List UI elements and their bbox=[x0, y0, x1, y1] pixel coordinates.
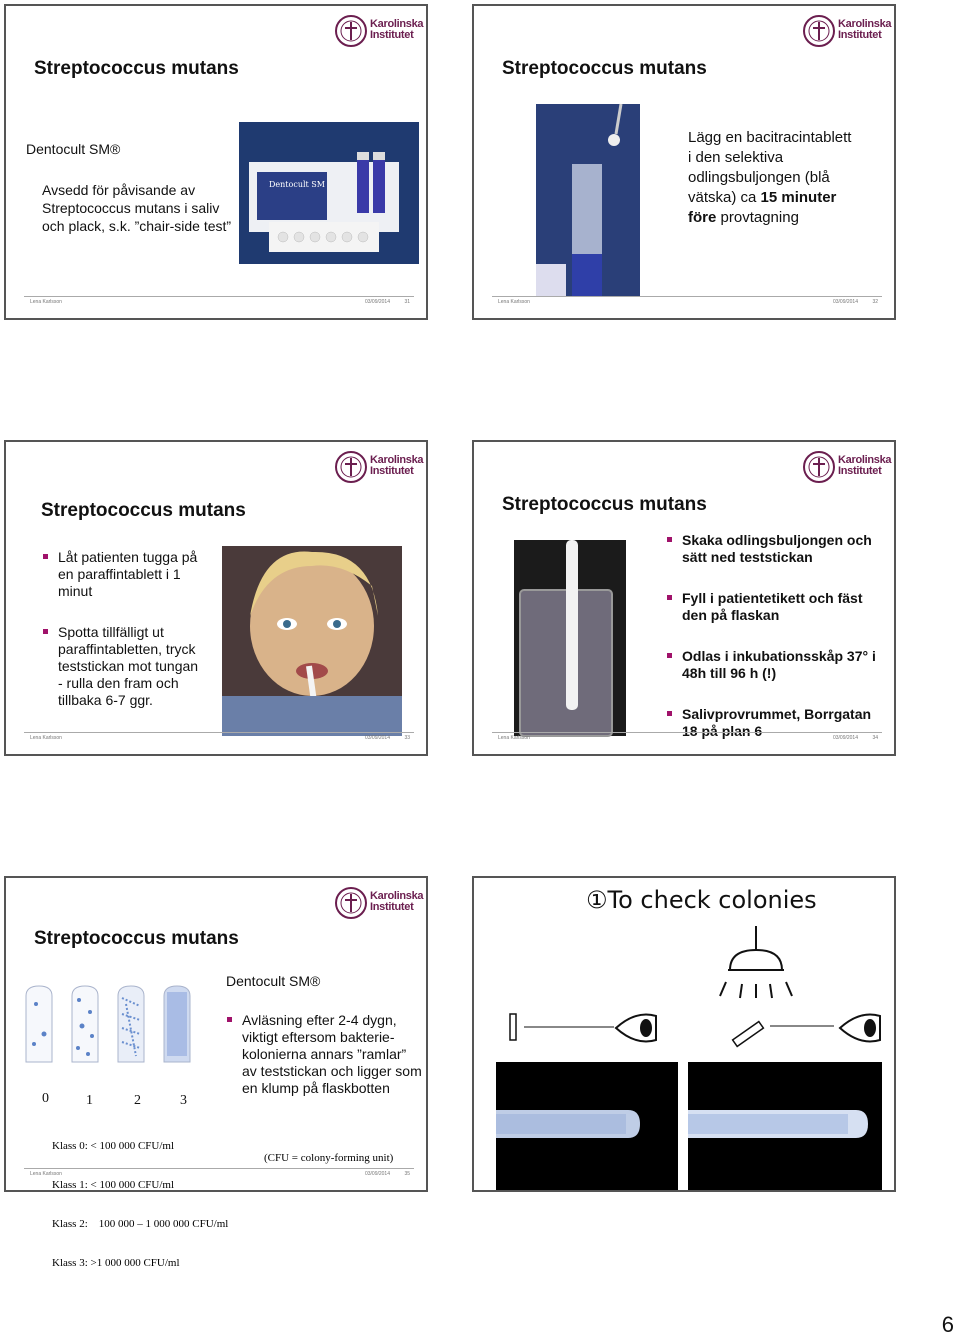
bullet-line: minut bbox=[58, 583, 93, 599]
slide-footer bbox=[6, 1168, 426, 1180]
page-number: 6 bbox=[941, 1312, 954, 1337]
slide-33 bbox=[4, 440, 428, 756]
slide-footer bbox=[6, 732, 426, 744]
strip-side-icon bbox=[510, 1014, 516, 1040]
bullet-line: kolonierna annars ”ramlar” bbox=[242, 1046, 407, 1062]
bullet-item bbox=[682, 648, 876, 682]
slide-31 bbox=[4, 4, 428, 320]
bullet-line: tillbaka 6-7 ggr. bbox=[58, 692, 153, 708]
bullet-icon bbox=[667, 537, 672, 542]
bullet-line: Spotta tillfälligt ut bbox=[58, 624, 164, 640]
slide-number: 34 bbox=[872, 735, 878, 741]
slide-colony-check bbox=[472, 876, 896, 1192]
seal-icon bbox=[334, 886, 368, 920]
bullet-line: - rulla den fram och bbox=[58, 675, 179, 691]
slide-title: Streptococcus mutans bbox=[34, 928, 239, 949]
strip-class-0 bbox=[26, 986, 52, 1062]
footer-author: Lena Karlsson bbox=[30, 1171, 62, 1177]
karolinska-logo bbox=[334, 886, 424, 922]
slide-footer bbox=[474, 732, 894, 744]
strip-photo-right bbox=[688, 1062, 882, 1190]
slide-32 bbox=[472, 4, 896, 320]
slide-title: Streptococcus mutans bbox=[41, 500, 246, 521]
logo-line2: Institutet bbox=[370, 465, 414, 477]
footer-date: 03/09/2014 bbox=[364, 299, 390, 305]
class-label: 0 bbox=[42, 1091, 49, 1106]
dentocult-kit-photo bbox=[239, 122, 419, 264]
logo-line2: Institutet bbox=[370, 29, 414, 41]
text-line: Lägg en bacitracintablett bbox=[688, 129, 852, 146]
slide-number: 35 bbox=[404, 1171, 410, 1177]
bullet-line: Låt patienten tugga på bbox=[58, 549, 198, 565]
strip-photo-left bbox=[496, 1062, 678, 1190]
bullet-line: 18 på plan 6 bbox=[682, 723, 763, 739]
logo-line1: Karolinska bbox=[838, 454, 892, 466]
text-line: och plack, s.k. ”chair-side test” bbox=[42, 218, 232, 234]
karolinska-logo bbox=[802, 14, 892, 50]
logo-line2: Institutet bbox=[370, 901, 414, 913]
logo-line1: Karolinska bbox=[370, 454, 424, 466]
bullet-line: paraffintabletten, tryck bbox=[58, 641, 196, 657]
slide-34 bbox=[472, 440, 896, 756]
bullet-item bbox=[58, 549, 197, 600]
strip-angled-icon bbox=[733, 1022, 764, 1047]
bullet-line: Odlas i inkubationsskåp 37° i bbox=[682, 648, 876, 664]
bullet-line: den på flaskan bbox=[682, 607, 780, 623]
strip-class-1 bbox=[72, 986, 98, 1062]
broth-tube-photo bbox=[514, 540, 626, 736]
strip-class-2 bbox=[118, 986, 144, 1062]
bullet-line: sätt ned teststickan bbox=[682, 549, 813, 565]
colony-heading: ①To check colonies bbox=[586, 886, 817, 914]
footer-author: Lena Karlsson bbox=[498, 299, 530, 305]
bullet-line: av teststickan och ligger som bbox=[242, 1063, 422, 1079]
slide-text bbox=[42, 181, 231, 235]
slide-number: 32 bbox=[872, 299, 878, 305]
seal-icon bbox=[334, 14, 368, 48]
footer-date: 03/09/2014 bbox=[832, 735, 858, 741]
logo-line1: Karolinska bbox=[838, 18, 892, 30]
text-line: odlingsbuljongen (blå bbox=[688, 169, 830, 186]
bullet-line: en paraffintablett i 1 bbox=[58, 566, 181, 582]
logo-line2: Institutet bbox=[838, 465, 882, 477]
slide-title: Streptococcus mutans bbox=[502, 58, 707, 79]
karolinska-logo bbox=[334, 14, 424, 50]
slide-footer bbox=[474, 296, 894, 308]
seal-icon bbox=[802, 14, 836, 48]
class-label: 1 bbox=[86, 1093, 93, 1108]
child-test-photo bbox=[222, 546, 402, 736]
eye-icon bbox=[840, 1015, 880, 1042]
bullet-item bbox=[682, 532, 872, 566]
bullet-line: 48h till 96 h (!) bbox=[682, 665, 777, 681]
slide-subtitle: Dentocult SM® bbox=[226, 973, 321, 989]
text-line: i den selektiva bbox=[688, 149, 784, 166]
karolinska-logo bbox=[334, 450, 424, 486]
footer-author: Lena Karlsson bbox=[30, 735, 62, 741]
bullet-item bbox=[242, 1012, 422, 1097]
text-line: Streptococcus mutans i saliv bbox=[42, 200, 220, 216]
bullet-icon bbox=[667, 653, 672, 658]
slide-35 bbox=[4, 876, 428, 1269]
slide-text bbox=[688, 128, 851, 228]
text-line: vätska) ca bbox=[688, 189, 757, 206]
class-legend bbox=[52, 1114, 228, 1296]
class-number-row bbox=[36, 1086, 196, 1108]
slide-footer bbox=[6, 296, 426, 308]
bold-text: före bbox=[688, 209, 717, 226]
seal-icon bbox=[802, 450, 836, 484]
bullet-line: Skaka odlingsbuljongen och bbox=[682, 532, 872, 548]
logo-line1: Karolinska bbox=[370, 18, 424, 30]
class-legend-line: Klass 1: < 100 000 CFU/ml bbox=[52, 1179, 175, 1191]
bullet-item bbox=[682, 590, 862, 624]
bullet-icon bbox=[667, 595, 672, 600]
strip-comparison bbox=[22, 984, 206, 1062]
eye-icon bbox=[616, 1015, 656, 1042]
class-legend-line: Klass 2: 100 000 – 1 000 000 CFU/ml bbox=[52, 1218, 229, 1230]
logo-line2: Institutet bbox=[838, 29, 882, 41]
bullet-icon bbox=[43, 629, 48, 634]
class-label: 2 bbox=[134, 1093, 141, 1108]
bullet-line: viktigt eftersom bakterie- bbox=[242, 1029, 395, 1045]
text-line: provtagning bbox=[720, 209, 799, 226]
bullet-line: Salivprovrummet, Borrgatan bbox=[682, 706, 872, 722]
seal-icon bbox=[334, 450, 368, 484]
slide-title: Streptococcus mutans bbox=[502, 494, 707, 515]
bullet-line: teststickan mot tungan bbox=[58, 658, 199, 674]
logo-line1: Karolinska bbox=[370, 890, 424, 902]
cfu-note: (CFU = colony-forming unit) bbox=[264, 1152, 394, 1164]
box-label: Dentocult SM bbox=[269, 180, 325, 189]
bullet-icon bbox=[667, 711, 672, 716]
footer-date: 03/09/2014 bbox=[364, 735, 390, 741]
lamp-eye-diagram bbox=[494, 926, 884, 1056]
lamp-icon bbox=[720, 926, 792, 998]
slide-title: Streptococcus mutans bbox=[34, 58, 239, 79]
class-legend-line: Klass 3: >1 000 000 CFU/ml bbox=[52, 1257, 180, 1269]
slide-number: 33 bbox=[404, 735, 410, 741]
bullet-line: Avläsning efter 2-4 dygn, bbox=[242, 1012, 397, 1028]
slide-subtitle: Dentocult SM® bbox=[26, 141, 121, 157]
bullet-line: Fyll i patientetikett och fäst bbox=[682, 590, 863, 606]
bold-text: 15 minuter bbox=[760, 189, 837, 206]
footer-date: 03/09/2014 bbox=[364, 1171, 390, 1177]
strip-class-3 bbox=[164, 986, 190, 1062]
footer-author: Lena Karlsson bbox=[498, 735, 530, 741]
class-legend-line: Klass 0: < 100 000 CFU/ml bbox=[52, 1140, 175, 1152]
text-line: Avsedd för påvisande av bbox=[42, 182, 196, 198]
tube-tablet-photo bbox=[536, 104, 640, 296]
bullet-line: en klump på flaskbotten bbox=[242, 1080, 390, 1096]
slide-number: 31 bbox=[404, 299, 410, 305]
footer-author: Lena Karlsson bbox=[30, 299, 62, 305]
bullet-item bbox=[58, 624, 198, 709]
karolinska-logo bbox=[802, 450, 892, 486]
class-label: 3 bbox=[180, 1093, 187, 1108]
footer-date: 03/09/2014 bbox=[832, 299, 858, 305]
bullet-icon bbox=[227, 1017, 232, 1022]
bullet-icon bbox=[43, 554, 48, 559]
